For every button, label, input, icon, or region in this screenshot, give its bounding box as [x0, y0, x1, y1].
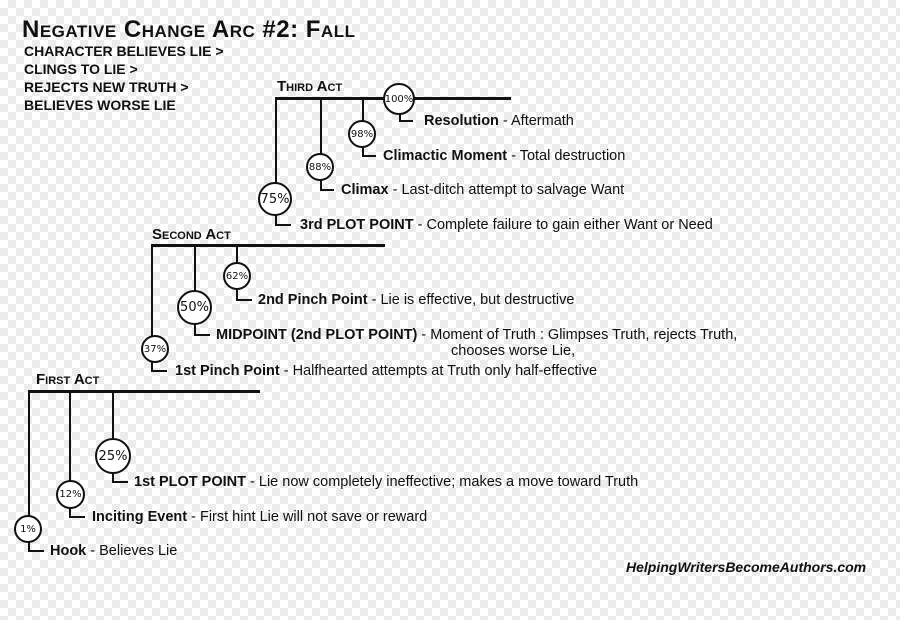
subtitle-line-4: BELIEVES WORSE LIE [24, 97, 176, 113]
connector-climax-h [320, 189, 334, 191]
connector-hook-h [28, 550, 44, 552]
percent-circle-12: 12% [56, 480, 85, 509]
percent-circle-37: 37% [141, 335, 169, 363]
beat-name: Climactic Moment [383, 148, 508, 164]
percent-circle-25: 25% [95, 438, 131, 474]
first-act-bar [28, 390, 260, 393]
beat-desc: - Complete failure to gain either Want or Need [413, 217, 713, 233]
beat-desc: - First hint Lie will not save or reward [187, 509, 428, 525]
connector-first-plot-point-h [112, 481, 128, 483]
beat-desc: - Lie now completely ineffective; makes a move toward Truth [246, 474, 639, 490]
beat-name: Inciting Event [92, 509, 188, 525]
beat-first-plot-point [134, 474, 638, 490]
connector-first-pinch-point-h [151, 370, 167, 372]
first-act-label: First Act [36, 371, 100, 388]
connector-resolution-h [399, 120, 413, 122]
diagram-title: Negative Change Arc #2: Fall [22, 16, 356, 43]
beat-name: Resolution [424, 113, 499, 129]
beat-third-plot-point [300, 217, 713, 233]
percent-circle-100: 100% [383, 83, 415, 115]
percent-circle-1: 1% [14, 515, 42, 543]
beat-climactic-moment [383, 148, 625, 164]
connector-inciting-event-h [69, 516, 85, 518]
beat-desc: - Lie is effective, but destructive [367, 292, 575, 308]
beat-desc: - Moment of Truth : Glimpses Truth, rejects Truth, [417, 327, 738, 343]
beat-name: Hook [50, 543, 87, 559]
connector-climactic-moment-h [362, 155, 376, 157]
beat-name: 2nd Pinch Point [258, 292, 368, 308]
beat-desc: - Aftermath [498, 113, 574, 129]
percent-circle-50: 50% [177, 290, 212, 325]
beat-name: 3rd PLOT POINT [300, 217, 414, 233]
beat-desc: - Halfhearted attempts at Truth only half-effective [279, 363, 598, 379]
beat-inciting-event [92, 509, 427, 525]
beat-desc: - Believes Lie [86, 543, 178, 559]
beat-name: Climax [341, 182, 389, 198]
connector-midpoint-h [194, 334, 210, 336]
beat-resolution [424, 113, 574, 129]
percent-circle-75: 75% [258, 182, 292, 216]
beat-hook [50, 543, 177, 559]
beat-midpoint [216, 327, 737, 343]
percent-circle-88: 88% [306, 153, 334, 181]
beat-climax [341, 182, 624, 198]
second-act-label: Second Act [152, 226, 231, 243]
beat-first-pinch-point [175, 363, 597, 379]
beat-name: MIDPOINT (2nd PLOT POINT) [216, 327, 418, 343]
percent-circle-62: 62% [223, 262, 251, 290]
beat-midpoint-desc-line-2: chooses worse Lie, [451, 343, 576, 359]
percent-circle-98: 98% [348, 120, 376, 148]
credit-text: HelpingWritersBecomeAuthors.com [626, 559, 867, 575]
second-act-bar [151, 244, 385, 247]
beat-second-pinch-point [258, 292, 574, 308]
beat-name: 1st Pinch Point [175, 363, 280, 379]
beat-desc: - Last-ditch attempt to salvage Want [388, 182, 625, 198]
subtitle-line-3: REJECTS NEW TRUTH > [24, 79, 189, 95]
third-act-label: Third Act [277, 78, 343, 95]
subtitle-line-2: CLINGS TO LIE > [24, 61, 138, 77]
subtitle-line-1: CHARACTER BELIEVES LIE > [24, 43, 224, 59]
beat-name: 1st PLOT POINT [134, 474, 246, 490]
beat-desc: - Total destruction [507, 148, 626, 164]
connector-third-plot-point-h [275, 224, 291, 226]
connector-second-pinch-point-h [236, 299, 252, 301]
